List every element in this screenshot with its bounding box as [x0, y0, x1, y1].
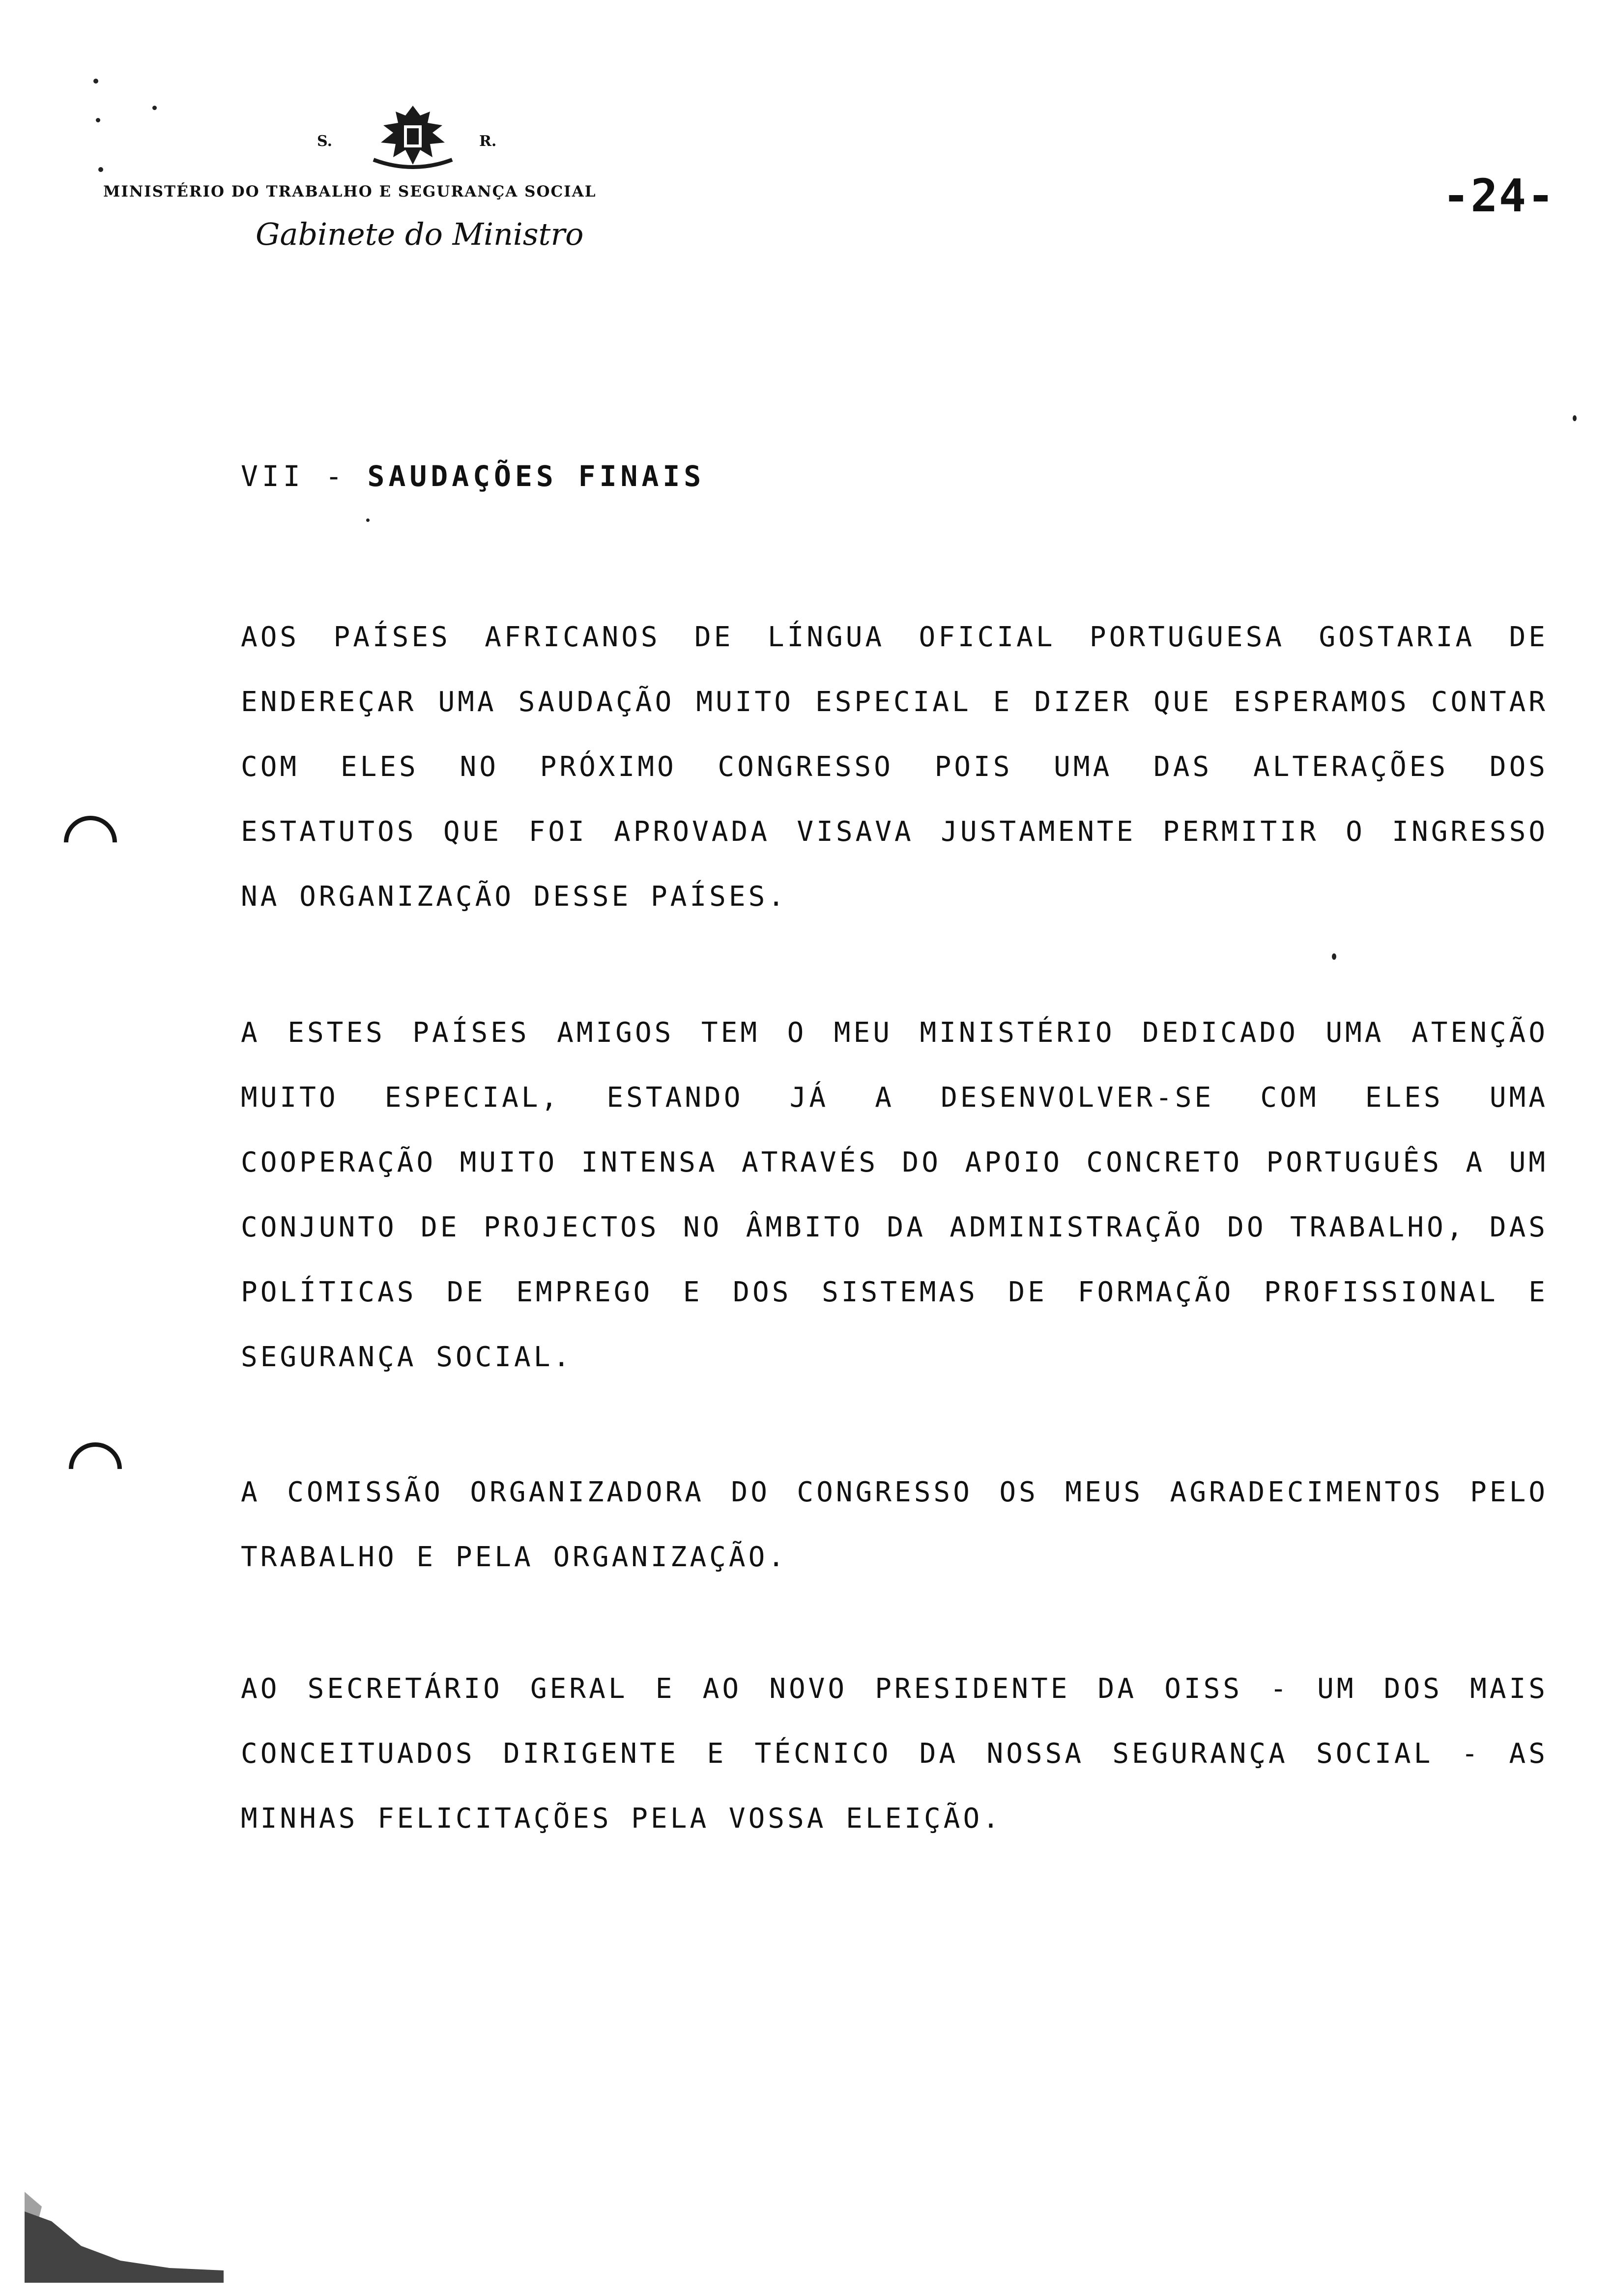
page-number: -24-: [1442, 170, 1555, 222]
crest-right-letter: R.: [479, 133, 497, 150]
paragraph-cooperation: A ESTES PAÍSES AMIGOS TEM O MEU MINISTÉRIO DEDICADO UMA ATENÇÃO MUITO ESPECIAL, ESTANDO JÁ A DESENVOLVER-SE COM ELES UMA COOPERAÇÃO MUITO INTENSA ATRAVÉS DO APOIO CONCRETO PORTUGUÊS A UM CONJUNTO DE PROJECTOS NO ÂMBITO DA ADMINISTRAÇÃO DO TRABALHO, DAS POLÍTICAS DE EMPREGO E DOS SISTEMAS DE FORMAÇÃO PROFISSIONAL E SEGURANÇA SOCIAL.: [241, 1017, 1548, 1373]
punch-hole-mark: [58, 1432, 133, 1507]
scan-speck: [98, 167, 103, 172]
scan-smudge: [22, 2182, 229, 2285]
punch-hole-mark: [53, 805, 128, 880]
paragraph-congratulations: AO SECRETÁRIO GERAL E AO NOVO PRESIDENTE DA OISS - UM DOS MAIS CONCEITUADOS DIRIGENTE E TÉCNICO DA NOSSA SEGURANÇA SOCIAL - AS MINHAS FELICITAÇÕES PELA VOSSA ELEIÇÃO.: [241, 1673, 1548, 1835]
scan-speck: [152, 106, 157, 110]
scan-speck: [366, 518, 370, 522]
scan-speck: [1573, 415, 1577, 421]
section-number: VII -: [241, 459, 346, 493]
scan-speck: [1332, 953, 1336, 960]
paragraph-organizing-committee: A COMISSÃO ORGANIZADORA DO CONGRESSO OS MEUS AGRADECIMENTOS PELO TRABALHO E PELA ORGANIZAÇÃO.: [241, 1476, 1548, 1573]
crest-left-letter: S.: [317, 133, 333, 150]
coat-of-arms-icon: [364, 101, 462, 174]
cabinet-signature: Gabinete do Ministro: [256, 216, 584, 252]
paragraph-african-countries: AOS PAÍSES AFRICANOS DE LÍNGUA OFICIAL PORTUGUESA GOSTARIA DE ENDEREÇAR UMA SAUDAÇÃO MUITO ESPECIAL E DIZER QUE ESPERAMOS CONTAR COM ELES NO PRÓXIMO CONGRESSO POIS UMA DAS ALTERAÇÕES DOS ESTATUTOS QUE FOI APROVADA VISAVA JUSTAMENTE PERMITIR O INGRESSO NA ORGANIZAÇÃO DESSE PAÍSES.: [241, 621, 1548, 913]
section-title: SAUDAÇÕES FINAIS: [367, 459, 705, 493]
scan-speck: [96, 118, 100, 122]
scan-speck: [93, 79, 98, 84]
section-heading: [241, 459, 705, 493]
ministry-name: MINISTÉRIO DO TRABALHO E SEGURANÇA SOCIAL: [103, 183, 597, 201]
